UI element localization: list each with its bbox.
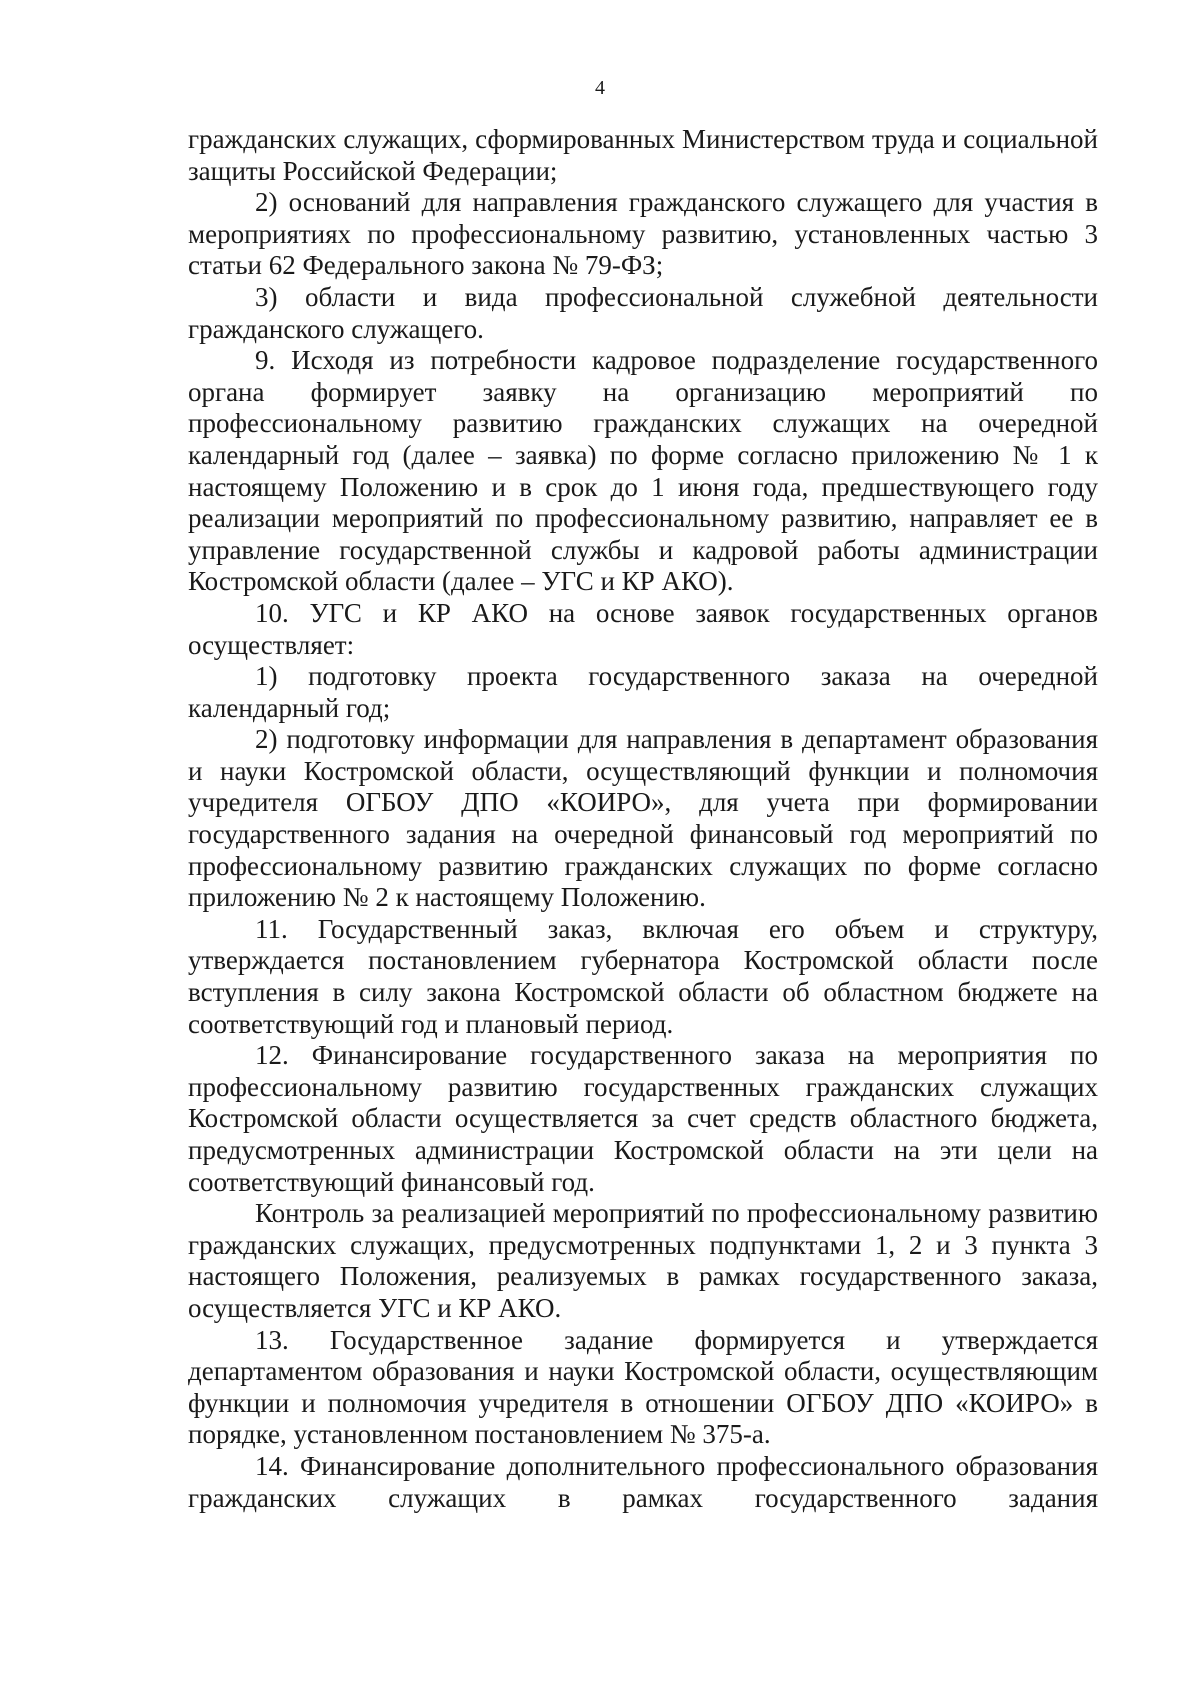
paragraph-item-10-sub-1: 1) подготовку проекта государственного заказа на очередной календарный год; — [188, 661, 1098, 723]
paragraph-item-12: 12. Финансирование государственного заказа на мероприятия по профессиональному развитию государственных гражданских служащих Костромской области осуществляется за счет средств областного бюджета, предусмотренных администрации Костромской области на эти цели на соответствующий финансовый год. — [188, 1040, 1098, 1197]
paragraph-item-9: 9. Исходя из потребности кадровое подразделение государственного органа формирует заявку на организацию мероприятий по профессиональному развитию гражданских служащих на очередной календарный год (далее – заявка) по форме согласно приложению № 1 к настоящему Положению и в срок до 1 июня года, предшествующего году реализации мероприятий по профессиональному развитию, направляет ее в управление государственной службы и кадровой работы администрации Костромской области (далее – УГС и КР АКО). — [188, 345, 1098, 597]
paragraph-item-13: 13. Государственное задание формируется и утверждается департаментом образования и науки Костромской области, осуществляющим функции и полномочия учредителя в отношении ОГБОУ ДПО «КОИРО» в порядке, установленном постановлением № 375-а. — [188, 1324, 1098, 1450]
paragraph-item-10: 10. УГС и КР АКО на основе заявок государственных органов осуществляет: — [188, 597, 1098, 660]
paragraph-item-11: 11. Государственный заказ, включая его объем и структуру, утверждается постановлением губернатора Костромской области после вступления в силу закона Костромской области об областном бюджете на соответствующий год и плановый период. — [188, 913, 1098, 1039]
paragraph-item-14: 14. Финансирование дополнительного профессионального образования гражданских служащих в рамках государственного задания — [188, 1450, 1098, 1513]
paragraph-item-10-sub-2: 2) подготовку информации для направления в департамент образования и науки Костромской области, осуществляющий функции и полномочия учредителя ОГБОУ ДПО «КОИРО», для учета при формировании государственного задания на очередной финансовый год мероприятий по профессиональному развитию гражданских служащих по форме согласно приложению № 2 к настоящему Положению. — [188, 724, 1098, 913]
document-body — [188, 124, 1098, 1514]
paragraph-continuation: гражданских служащих, сформированных Министерством труда и социальной защиты Российской Федерации; — [188, 124, 1098, 186]
paragraph-subitem-2: 2) оснований для направления гражданского служащего для участия в мероприятиях по профессиональному развитию, установленных частью 3 статьи 62 Федерального закона № 79-ФЗ; — [188, 187, 1098, 281]
page-number: 4 — [595, 77, 605, 99]
paragraph-subitem-3: 3) области и вида профессиональной служебной деятельности гражданского служащего. — [188, 281, 1098, 344]
paragraph-item-12-control: Контроль за реализацией мероприятий по профессиональному развитию гражданских служащих, предусмотренных подпунктами 1, 2 и 3 пункта 3 настоящего Положения, реализуемых в рамках государственного заказа, осуществляется УГС и КР АКО. — [188, 1198, 1098, 1323]
